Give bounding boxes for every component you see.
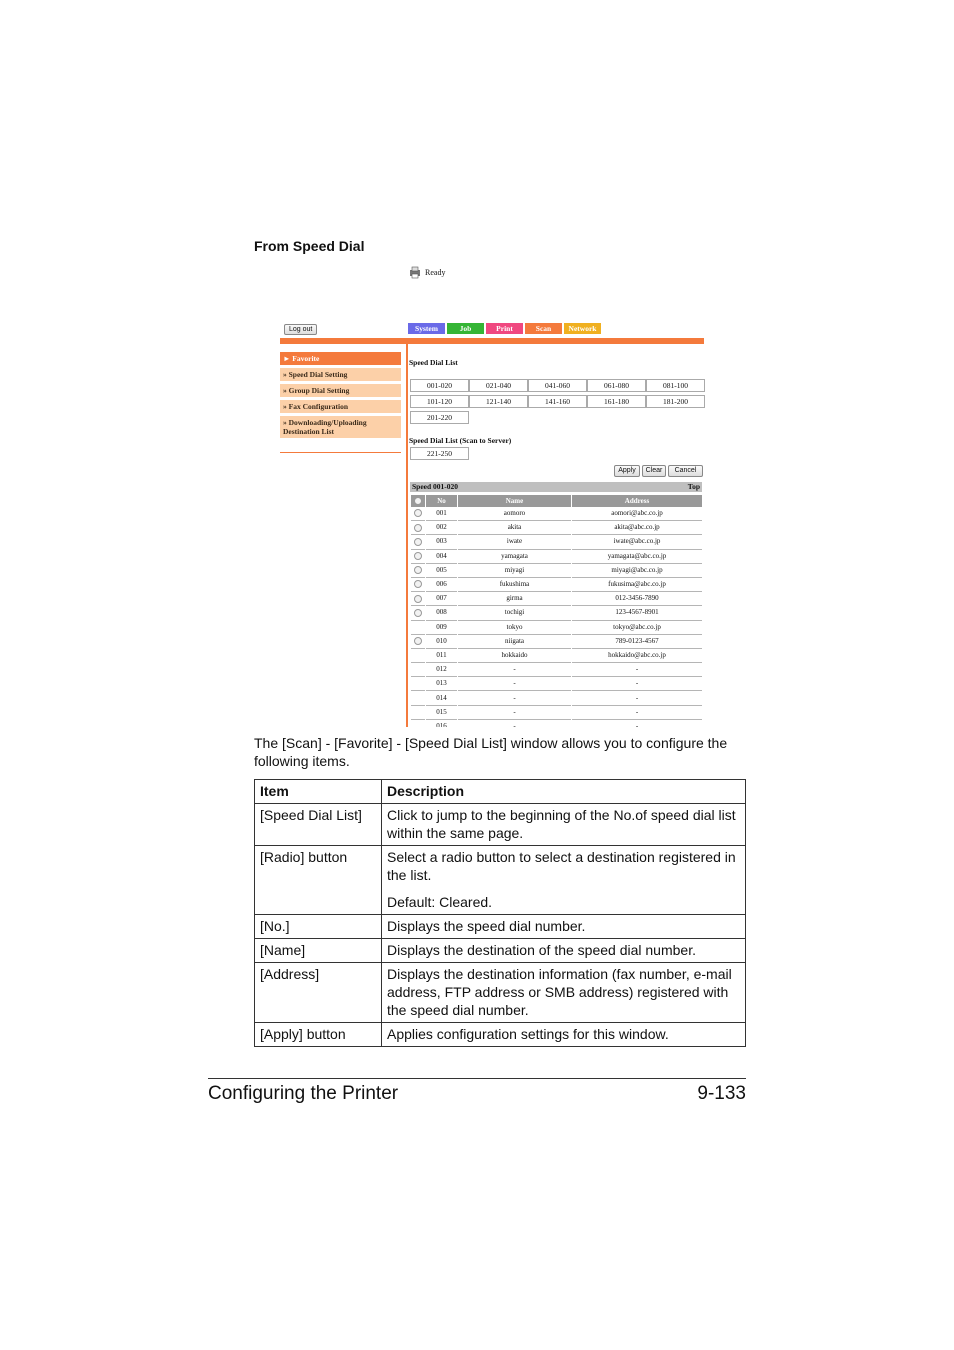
no-cell: 013 — [426, 677, 457, 691]
item-cell: [Apply] button — [255, 1023, 382, 1047]
no-cell: 004 — [426, 550, 457, 564]
no-cell: 003 — [426, 535, 457, 549]
section-heading: From Speed Dial — [254, 238, 365, 254]
description-cell — [382, 804, 746, 846]
table-row — [411, 691, 702, 705]
address-cell: - — [572, 691, 702, 705]
range-link[interactable]: 181-200 — [646, 395, 705, 408]
status-indicator — [408, 265, 445, 279]
range-link[interactable]: 221-250 — [410, 447, 469, 460]
name-cell: akita — [458, 521, 571, 535]
row-radio-button[interactable] — [414, 566, 422, 574]
footer-title: Configuring the Printer — [208, 1083, 399, 1104]
description-paragraph: The [Scan] - [Favorite] - [Speed Dial List] window allows you to configure the following items. — [254, 735, 728, 769]
no-cell: 001 — [426, 507, 457, 521]
address-cell: yamagata@abc.co.jp — [572, 550, 702, 564]
speed-range-header — [410, 482, 702, 492]
radio-icon — [414, 497, 422, 505]
logout-button[interactable]: Log out — [284, 324, 317, 335]
name-cell: iwate — [458, 535, 571, 549]
item-cell: [No.] — [255, 915, 382, 939]
select-cell — [411, 663, 425, 677]
table-row — [255, 915, 746, 939]
no-cell: 016 — [426, 720, 457, 727]
table-row — [411, 535, 702, 549]
range-link[interactable]: 161-180 — [587, 395, 646, 408]
no-cell: 011 — [426, 649, 457, 663]
description-cell — [382, 963, 746, 1023]
select-cell — [411, 706, 425, 720]
table-row — [411, 677, 702, 691]
no-cell: 009 — [426, 621, 457, 635]
item-cell: [Address] — [255, 963, 382, 1023]
address-cell: miyagi@abc.co.jp — [572, 564, 702, 578]
row-radio-button[interactable] — [414, 538, 422, 546]
description-text: Click to jump to the beginning of the No.of speed dial list within the same page. — [387, 807, 736, 841]
page-number: 9-133 — [697, 1083, 746, 1104]
address-cell: 012-3456-7890 — [572, 592, 702, 606]
address-cell: - — [572, 663, 702, 677]
row-radio-button[interactable] — [414, 509, 422, 517]
sidebar-item[interactable]: » Fax Configuration — [280, 400, 401, 413]
no-cell: 002 — [426, 521, 457, 535]
description-text: Displays the destination of the speed dial number. — [387, 942, 696, 958]
sidebar-item[interactable]: » Group Dial Setting — [280, 384, 401, 397]
content-divider — [406, 342, 408, 727]
select-cell — [411, 621, 425, 635]
tab-system[interactable]: System — [408, 323, 445, 334]
tab-job[interactable]: Job — [447, 323, 484, 334]
address-cell: fukusima@abc.co.jp — [572, 578, 702, 592]
table-row — [411, 592, 702, 606]
table-row — [411, 621, 702, 635]
address-header: Address — [572, 495, 702, 507]
item-header: Item — [255, 780, 382, 804]
range-link[interactable]: 081-100 — [646, 379, 705, 392]
no-header: No — [426, 495, 457, 507]
description-text: Select a radio button to select a destination registered in the list. — [387, 849, 736, 883]
speed-dial-list-label: Speed Dial List — [409, 358, 458, 367]
select-cell[interactable] — [411, 592, 425, 606]
address-cell: aomori@abc.co.jp — [572, 507, 702, 521]
row-radio-button[interactable] — [414, 609, 422, 617]
range-link[interactable]: 121-140 — [469, 395, 528, 408]
name-cell: - — [458, 663, 571, 677]
address-cell: akita@abc.co.jp — [572, 521, 702, 535]
items-table — [254, 779, 746, 1047]
name-cell: tokyo — [458, 621, 571, 635]
range-link[interactable]: 201-220 — [410, 411, 469, 424]
table-row — [411, 720, 702, 727]
table-row — [411, 706, 702, 720]
select-cell[interactable] — [411, 606, 425, 620]
select-cell[interactable] — [411, 521, 425, 535]
description-cell — [382, 915, 746, 939]
address-cell: iwate@abc.co.jp — [572, 535, 702, 549]
name-cell: - — [458, 706, 571, 720]
range-link[interactable]: 041-060 — [528, 379, 587, 392]
header-bar — [280, 338, 704, 344]
printer-icon — [408, 265, 422, 279]
name-cell: niigata — [458, 635, 571, 649]
select-cell — [411, 677, 425, 691]
address-cell: 789-0123-4567 — [572, 635, 702, 649]
table-row — [411, 578, 702, 592]
address-cell: 123-4567-8901 — [572, 606, 702, 620]
range-link[interactable]: 021-040 — [469, 379, 528, 392]
description-text: Displays the destination information (fax number, e-mail address, FTP address or SMB address) registered with the speed dial number. — [387, 966, 732, 1018]
row-radio-button[interactable] — [414, 595, 422, 603]
select-cell[interactable] — [411, 507, 425, 521]
range-link[interactable]: 001-020 — [410, 379, 469, 392]
row-radio-button[interactable] — [414, 524, 422, 532]
select-cell[interactable] — [411, 578, 425, 592]
description-cell — [382, 1023, 746, 1047]
table-row — [411, 649, 702, 663]
address-cell: - — [572, 706, 702, 720]
select-cell — [411, 649, 425, 663]
table-row — [411, 606, 702, 620]
address-cell: - — [572, 720, 702, 727]
row-radio-button[interactable] — [414, 552, 422, 560]
select-cell[interactable] — [411, 564, 425, 578]
table-row — [411, 564, 702, 578]
name-cell: - — [458, 677, 571, 691]
address-cell: hokkaido@abc.co.jp — [572, 649, 702, 663]
description-cell — [382, 846, 746, 915]
row-radio-button[interactable] — [414, 580, 422, 588]
range-link[interactable]: 101-120 — [410, 395, 469, 408]
no-cell: 005 — [426, 564, 457, 578]
range-link[interactable]: 061-080 — [587, 379, 646, 392]
sidebar-item[interactable]: » Speed Dial Setting — [280, 368, 401, 381]
no-cell: 012 — [426, 663, 457, 677]
name-cell: - — [458, 691, 571, 705]
no-cell: 008 — [426, 606, 457, 620]
select-cell[interactable] — [411, 550, 425, 564]
sidebar — [280, 352, 401, 441]
speed-dial-table — [410, 495, 703, 727]
table-row — [411, 507, 702, 521]
status-text: Ready — [425, 267, 446, 277]
screenshot-panel — [276, 262, 726, 727]
description-cell — [382, 939, 746, 963]
sidebar-item[interactable]: ► Favorite — [280, 352, 401, 365]
table-row — [411, 635, 702, 649]
description-text: Default: Cleared. — [387, 894, 493, 910]
footer-rule — [208, 1078, 746, 1079]
table-row — [255, 963, 746, 1023]
select-cell — [411, 720, 425, 727]
name-cell: miyagi — [458, 564, 571, 578]
no-cell: 014 — [426, 691, 457, 705]
table-row — [411, 663, 702, 677]
clear-button[interactable]: Clear — [642, 465, 666, 477]
name-cell: hokkaido — [458, 649, 571, 663]
no-cell: 015 — [426, 706, 457, 720]
table-row — [411, 550, 702, 564]
item-cell: [Name] — [255, 939, 382, 963]
sidebar-divider — [280, 452, 401, 453]
name-cell: - — [458, 720, 571, 727]
address-cell: tokyo@abc.co.jp — [572, 621, 702, 635]
description-text: Displays the speed dial number. — [387, 918, 586, 934]
description-header: Description — [382, 780, 746, 804]
no-cell: 006 — [426, 578, 457, 592]
scan-to-server-label: Speed Dial List (Scan to Server) — [409, 436, 512, 445]
tab-bar — [408, 323, 601, 334]
table-row — [255, 939, 746, 963]
name-cell: fukushima — [458, 578, 571, 592]
top-link[interactable]: Top — [687, 482, 700, 491]
item-cell: [Speed Dial List] — [255, 804, 382, 846]
no-cell: 010 — [426, 635, 457, 649]
name-cell: girma — [458, 592, 571, 606]
select-cell[interactable] — [411, 635, 425, 649]
select-header — [411, 495, 425, 507]
sidebar-item[interactable]: » Downloading/Uploading Destination List — [280, 416, 401, 438]
tab-print[interactable]: Print — [486, 323, 523, 334]
table-row — [255, 804, 746, 846]
name-header: Name — [458, 495, 571, 507]
row-radio-button[interactable] — [414, 637, 422, 645]
item-cell: [Radio] button — [255, 846, 382, 915]
tab-network[interactable]: Network — [564, 323, 601, 334]
no-cell: 007 — [426, 592, 457, 606]
name-cell: aomoro — [458, 507, 571, 521]
table-row — [255, 846, 746, 915]
tab-scan[interactable]: Scan — [525, 323, 562, 334]
name-cell: tochigi — [458, 606, 571, 620]
table-row — [411, 521, 702, 535]
select-cell[interactable] — [411, 535, 425, 549]
table-row — [255, 1023, 746, 1047]
description-text: Applies configuration settings for this window. — [387, 1026, 669, 1042]
apply-button[interactable]: Apply — [614, 465, 640, 477]
range-link[interactable]: 141-160 — [528, 395, 587, 408]
name-cell: yamagata — [458, 550, 571, 564]
address-cell: - — [572, 677, 702, 691]
cancel-button[interactable]: Cancel — [668, 465, 703, 477]
speed-range-title: Speed 001-020 — [412, 482, 459, 491]
select-cell — [411, 691, 425, 705]
